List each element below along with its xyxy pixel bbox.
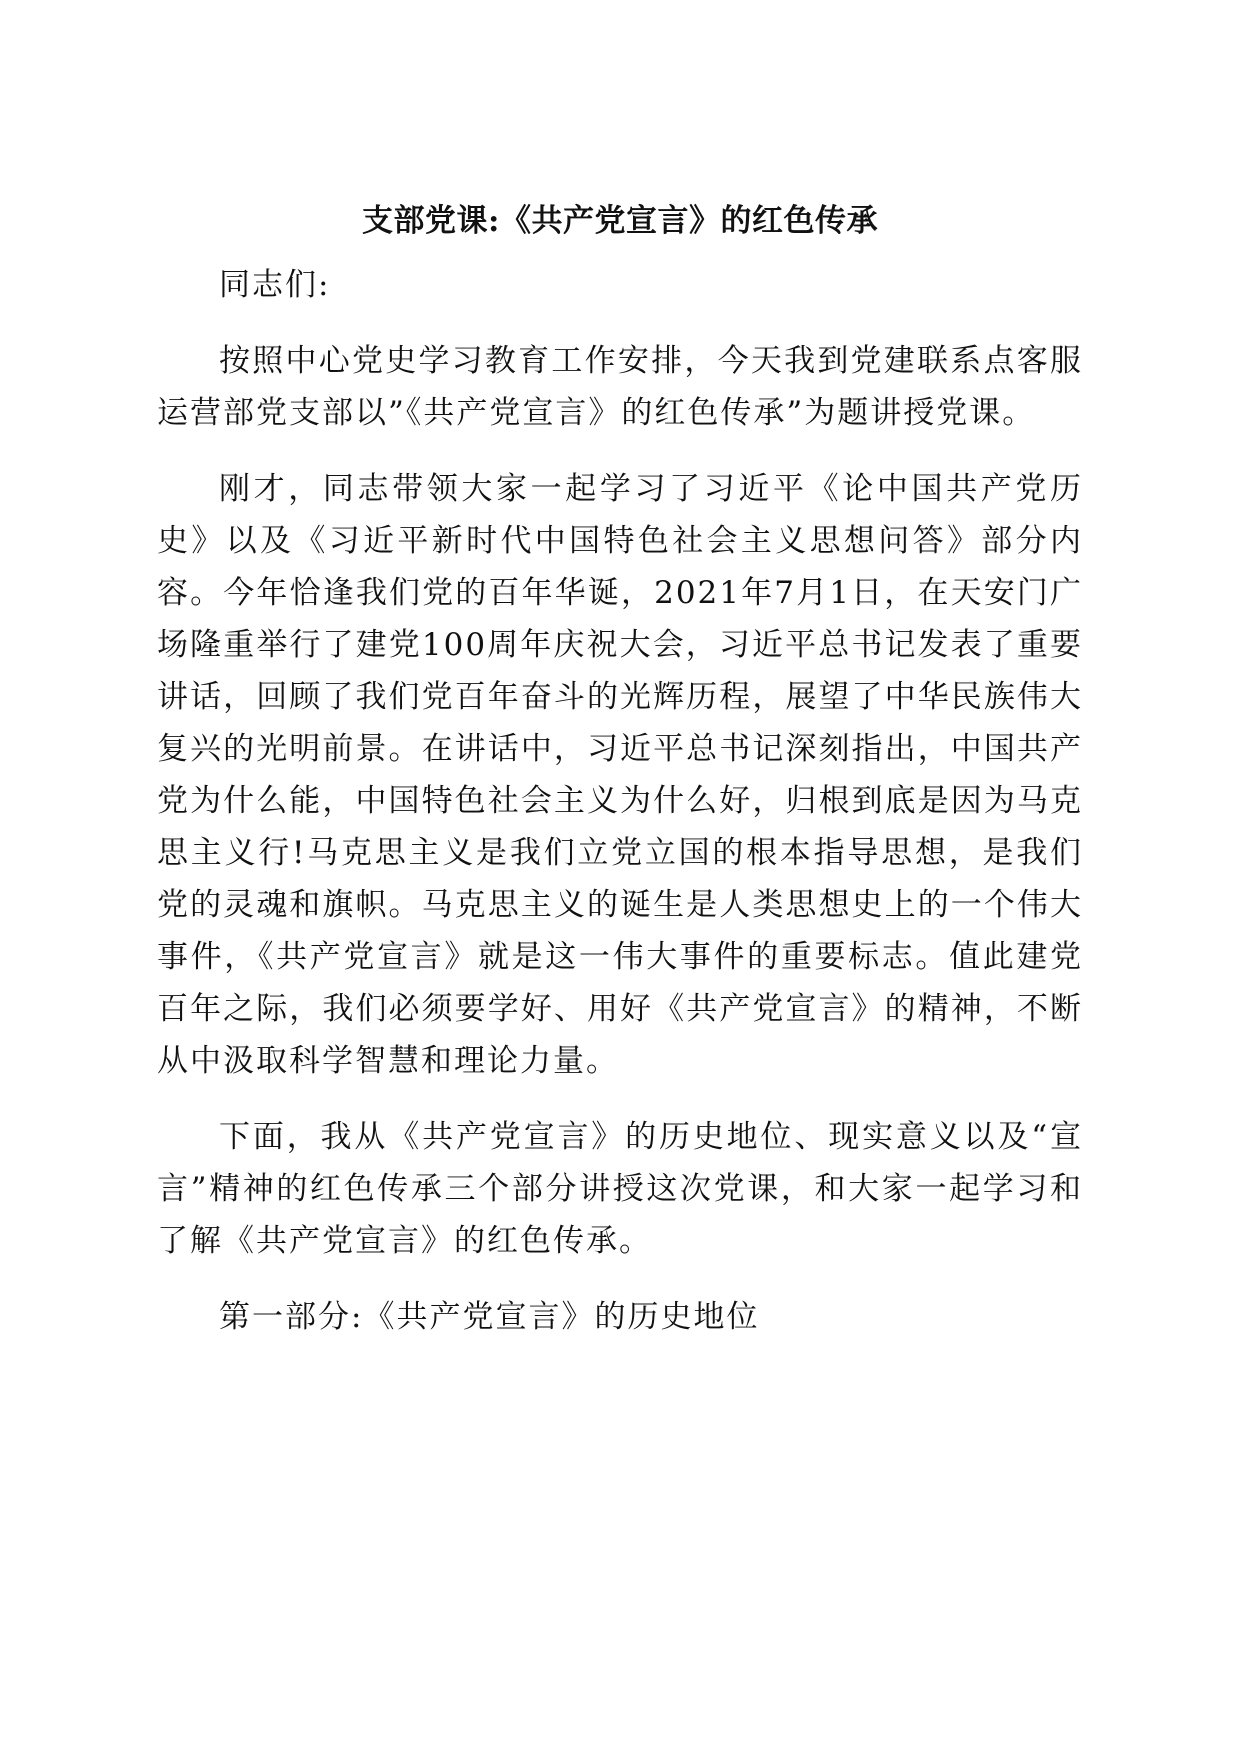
paragraph-intro: 按照中心党史学习教育工作安排，今天我到党建联系点客服运营部党支部以”《共产党宣言》的红色传承”为题讲授党课。 [157,343,1083,431]
paragraph-main: 刚才，同志带领大家一起学习了习近平《论中国共产党历史》以及《习近平新时代中国特色社会主义思想问答》部分内容。今年恰逢我们党的百年华诞，2021年7月1日，在天安门广场隆重举行了建党100周年庆祝大会，习近平总书记发表了重要讲话，回顾了我们党百年奋斗的光辉历程，展望了中华民族伟大复兴的光明前景。在讲话中，习近平总书记深刻指出，中国共产党为什么能，中国特色社会主义为什么好，归根到底是因为马克思主义行!马克思主义是我们立党立国的根本指导思想，是我们党的灵魂和旗帜。马克思主义的诞生是人类思想史上的一个伟大事件，《共产党宣言》就是这一伟大事件的重要标志。值此建党百年之际，我们必须要学好、用好《共产党宣言》的精神，不断从中汲取科学智慧和理论力量。 [157,471,1083,1079]
document-title: 支部党课:《共产党宣言》的红色传承 [362,203,878,239]
salutation: 同志们: [219,267,331,303]
section-heading: 第一部分:《共产党宣言》的历史地位 [219,1299,760,1335]
paragraph-outline: 下面，我从《共产党宣言》的历史地位、现实意义以及“宣言”精神的红色传承三个部分讲授这次党课，和大家一起学习和了解《共产党宣言》的红色传承。 [157,1119,1083,1259]
document-body [157,195,1083,1367]
